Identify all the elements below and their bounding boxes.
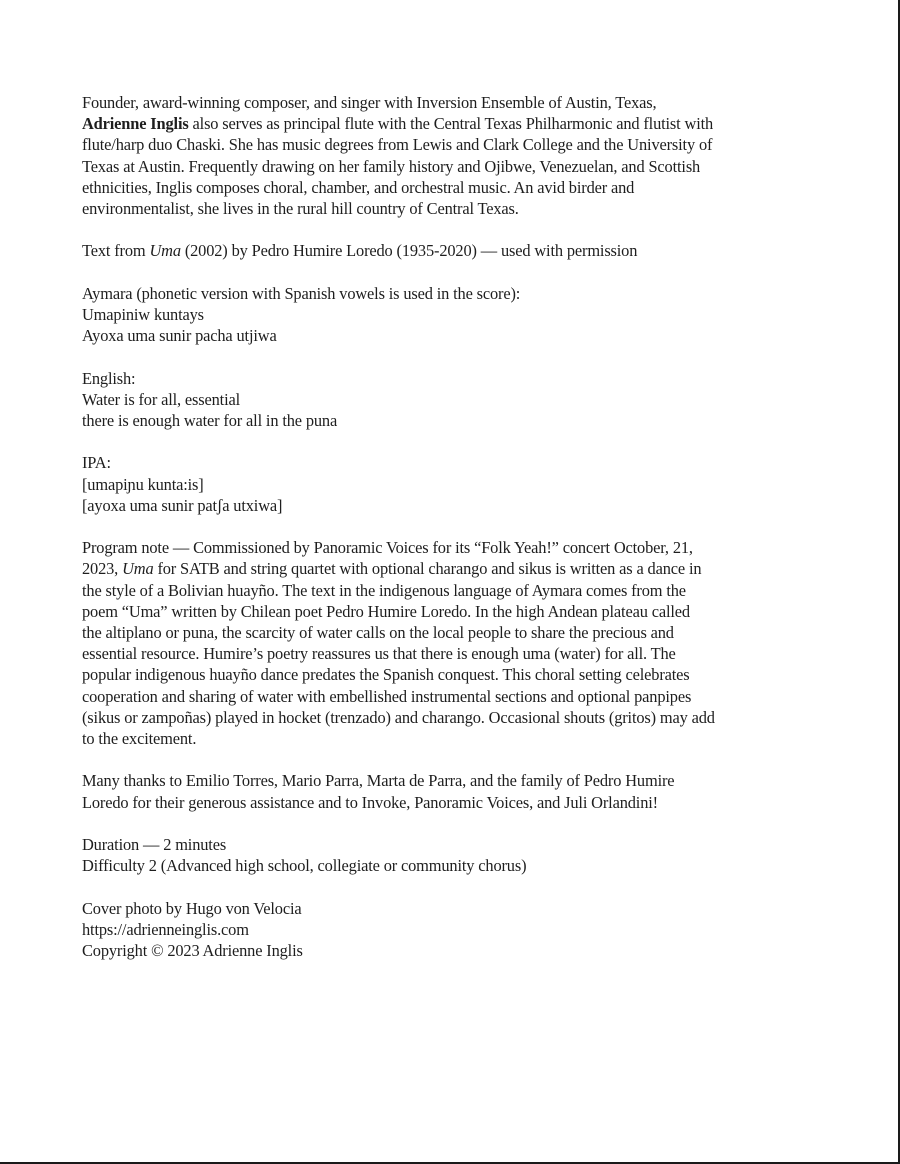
duration: Duration — 2 minutes: [82, 835, 227, 854]
text-source-line: [82, 240, 787, 261]
bio-line: environmentalist, she lives in the rural hill country of Central Texas.: [82, 199, 519, 219]
photo-credit: Cover photo by Hugo von Velocia: [82, 898, 302, 918]
text-source-pre: Text from: [82, 241, 150, 261]
program-note-line: [82, 558, 787, 579]
program-note-line: popular indigenous huayño dance predates the Spanish conquest. This choral setting celebrates: [82, 665, 690, 685]
ipa-line: [ayoxa uma sunir patʃa utxiwa]: [82, 495, 283, 515]
text-source: [82, 240, 787, 261]
composer-bio: [82, 92, 787, 219]
aymara-line: Ayoxa uma sunir pacha utjiwa: [82, 326, 277, 346]
page-content: [82, 92, 787, 982]
english-line: Water is for all, essential: [82, 389, 241, 409]
english-line: there is enough water for all in the puna: [82, 411, 338, 430]
text-source-post: (2002) by Pedro Humire Loredo (1935-2020) — used with permission: [180, 241, 638, 261]
thanks-line: Loredo for their generous assistance and to Invoke, Panoramic Voices, and Juli Orlandini!: [82, 792, 658, 812]
program-note-line: Program note — Commissioned by Panoramic Voices for its “Folk Yeah!” concert October, 21,: [82, 538, 693, 558]
bio-text: Founder, award-winning composer, and singer with Inversion Ensemble of Austin, Texas,: [82, 93, 657, 112]
copyright: Copyright © 2023 Adrienne Inglis: [82, 941, 303, 960]
thanks-line: Many thanks to Emilio Torres, Mario Parra, Marta de Parra, and the family of Pedro Humire: [82, 771, 675, 791]
bio-line: [82, 92, 787, 113]
program-note-line: the altiplano or puna, the scarcity of water calls on the local people to share the precious and: [82, 623, 674, 642]
program-note-text: 2023,: [82, 559, 123, 579]
bio-text: also serves as principal flute with the Central Texas Philharmonic and flutist with: [188, 114, 714, 134]
aymara-heading: Aymara (phonetic version with Spanish vowels is used in the score):: [82, 283, 521, 303]
program-note-line: the style of a Bolivian huayño. The text in the indigenous language of Aymara comes from the: [82, 580, 686, 600]
program-note-line: (sikus or zampoñas) played in hocket (trenzado) and charango. Occasional shouts (gritos) may add: [82, 707, 715, 727]
aymara-line: Umapiniw kuntays: [82, 305, 204, 324]
bio-line: flute/harp duo Chaski. She has music degrees from Lewis and Clark College and the University of: [82, 135, 713, 155]
program-note-line: poem “Uma” written by Chilean poet Pedro Humire Loredo. In the high Andean plateau called: [82, 601, 690, 621]
bio-line: ethnicities, Inglis composes choral, chamber, and orchestral music. An avid birder and: [82, 177, 635, 197]
ipa-line: [umapiɲu kunta:is]: [82, 474, 204, 494]
english-heading: English:: [82, 368, 136, 388]
bio-line: [82, 113, 787, 134]
credits: [82, 898, 787, 962]
piece-details: [82, 834, 787, 876]
program-note: [82, 537, 787, 749]
english-text: [82, 368, 787, 432]
text-source-title: Uma: [149, 241, 181, 261]
ipa-heading: IPA:: [82, 453, 111, 473]
composer-name: Adrienne Inglis: [82, 114, 189, 134]
bio-line: Texas at Austin. Frequently drawing on her family history and Ojibwe, Venezuelan, and Scottish: [82, 156, 701, 176]
difficulty: Difficulty 2 (Advanced high school, collegiate or community chorus): [82, 856, 527, 876]
program-note-line: cooperation and sharing of water with embellished instrumental sections and optional panpipes: [82, 686, 692, 706]
program-note-text: for SATB and string quartet with optional charango and sikus is written as a dance in: [153, 559, 702, 579]
acknowledgments: [82, 770, 787, 812]
program-note-line: to the excitement.: [82, 729, 197, 749]
program-note-line: essential resource. Humire’s poetry reassures us that there is enough uma (water) for all. The: [82, 644, 676, 664]
ipa-text: [82, 452, 787, 516]
aymara-text: [82, 283, 787, 347]
program-note-title: Uma: [122, 559, 154, 579]
website-url: https://adrienneinglis.com: [82, 919, 249, 939]
